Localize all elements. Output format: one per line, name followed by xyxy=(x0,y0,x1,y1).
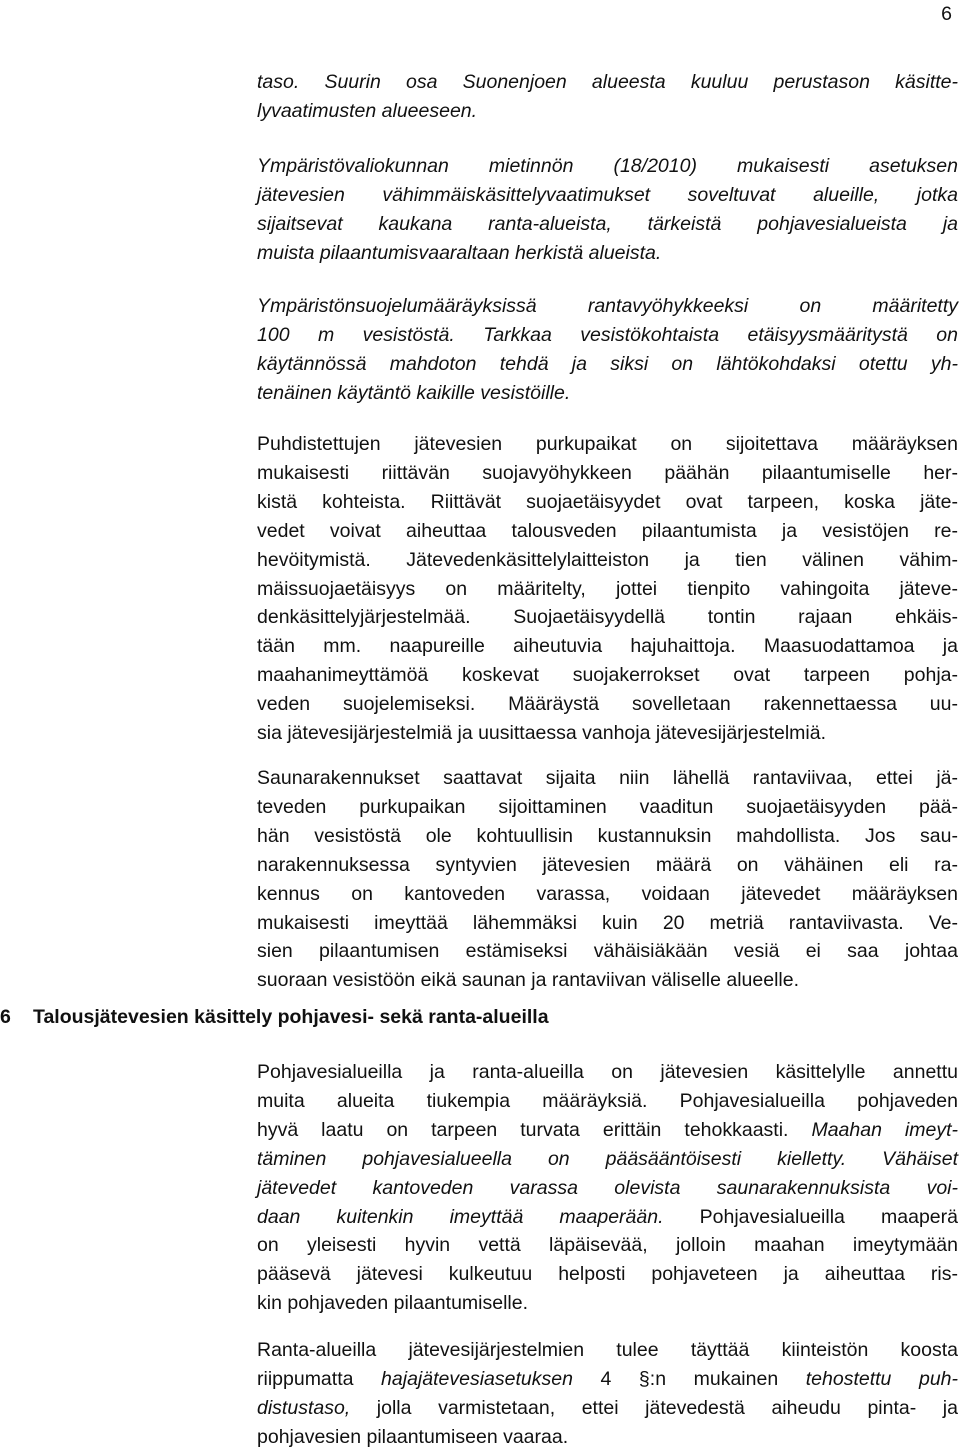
text-line xyxy=(257,603,958,631)
section-number: 6 xyxy=(0,1006,11,1028)
text-segment: teveden purkupaikan sijoittaminen vaaditun suojaetäisyyden pää- xyxy=(257,795,958,818)
text-segment: Pohjavesialueilla maaperä xyxy=(663,1205,958,1228)
text-line xyxy=(257,909,958,937)
text-segment: on yleisesti hyvin vettä läpäisevää, jolloin maahan imeytymään xyxy=(257,1234,958,1257)
text-line xyxy=(257,1087,958,1115)
text-segment: narakennuksessa syntyvien jätevesien määrä on vähäinen eli ra- xyxy=(257,853,958,876)
text-line xyxy=(257,1260,958,1288)
text-segment: distustaso, xyxy=(257,1396,351,1419)
text-segment: Ympäristövaliokunnan mietinnön (18/2010) mukaisesti asetuksen xyxy=(257,155,958,177)
text-line xyxy=(257,575,958,603)
text-segment: tään mm. naapureille aiheutuvia hajuhaittoja. Maasuodattamoa ja xyxy=(257,635,958,658)
text-line xyxy=(257,152,958,180)
text-segment: pohjavesien pilaantumiseen vaaraa. xyxy=(257,1425,569,1448)
text-line xyxy=(257,719,958,747)
text-line xyxy=(257,690,958,718)
text-line xyxy=(257,68,958,96)
text-segment: hän vesistöstä ole kohtuullisin kustannuksin mahdollista. Jos sau- xyxy=(257,824,958,847)
text-line xyxy=(257,1394,958,1422)
text-segment: jätevedet kantoveden varassa olevista saunarakennuksista voi- xyxy=(257,1176,958,1199)
text-line xyxy=(257,488,958,516)
text-segment: jätevesien vähimmäiskäsittelyvaatimukset soveltuvat alueille, jotka xyxy=(257,183,958,206)
text-segment: tehostettu puh- xyxy=(805,1367,958,1390)
text-segment: denkäsittelyjärjestelmää. Suojaetäisyydellä tontin rajaan ehkäis- xyxy=(257,606,958,629)
section-title: Talousjätevesien käsittely pohjavesi- sekä ranta-alueilla xyxy=(33,1006,549,1028)
text-line xyxy=(257,1423,958,1451)
text-line xyxy=(257,292,958,320)
text-line xyxy=(257,1058,958,1086)
text-line xyxy=(257,1336,958,1364)
text-segment: lyvaatimusten alueeseen. xyxy=(257,99,478,122)
text-segment: vedet voivat aiheuttaa talousveden pilaantumista ja vesistöjen re- xyxy=(257,519,958,542)
text-line xyxy=(257,851,958,879)
text-line xyxy=(257,966,958,994)
text-line xyxy=(257,764,958,792)
section-heading xyxy=(0,1003,549,1031)
text-line xyxy=(257,517,958,545)
text-line xyxy=(257,239,958,267)
text-segment: hevöitymistä. Jätevedenkäsittelylaitteiston ja tien välinen vähim- xyxy=(257,548,958,571)
text-segment: riippumatta xyxy=(257,1367,382,1390)
text-segment: tenäinen käytäntö kaikille vesistöille. xyxy=(257,381,571,404)
text-segment: pääsevä jätevesi kulkeutuu helposti pohjaveteen ja aiheuttaa ris- xyxy=(257,1263,958,1286)
text-segment: veden suojelemiseksi. Määräystä sovelletaan rakennettaessa uu- xyxy=(257,693,958,716)
text-line xyxy=(257,1116,958,1144)
text-segment: kennus on kantoveden varassa, voidaan jätevedet määräyksen xyxy=(257,882,958,905)
text-line xyxy=(257,210,958,238)
text-segment: 4 §:n mukainen xyxy=(572,1367,806,1390)
text-segment: täminen pohjavesialueella on pääsääntöisesti kielletty. Vähäiset xyxy=(257,1147,958,1170)
text-line xyxy=(257,97,958,125)
text-line xyxy=(257,1365,958,1393)
text-line xyxy=(257,937,958,965)
text-segment: muita alueita tiukempia määräyksiä. Pohjavesialueilla pohjaveden xyxy=(257,1089,958,1112)
text-segment: mukaisesti riittävän suojavyöhykkeen päähän pilaantumiselle her- xyxy=(257,461,958,484)
text-segment: Maahan imeyt- xyxy=(811,1118,958,1141)
page-number: 6 xyxy=(941,3,952,25)
text-segment: Pohjavesialueilla ja ranta-alueilla on jätevesien käsittelylle annettu xyxy=(257,1061,958,1083)
text-segment: taso. Suurin osa Suonenjoen alueesta kuuluu perustason käsitte- xyxy=(257,71,958,93)
text-segment: mäissuojaetäisyys on määritelty, jottei tienpito vahingoita jäteve- xyxy=(257,577,958,600)
text-segment: daan kuitenkin imeyttää maaperään. xyxy=(257,1205,664,1228)
text-line xyxy=(257,350,958,378)
text-line xyxy=(257,459,958,487)
text-segment: 100 m vesistöstä. Tarkkaa vesistökohtaista etäisyysmääritystä on xyxy=(257,323,958,346)
text-line xyxy=(257,1203,958,1231)
text-line xyxy=(257,379,958,407)
text-segment: Saunarakennukset saattavat sijaita niin lähellä rantaviivaa, ettei jä- xyxy=(257,767,958,789)
text-segment: sien pilaantumisen estämiseksi vähäisiäkään vesiä ei saa johtaa xyxy=(257,940,958,963)
text-line xyxy=(257,661,958,689)
text-segment: hyvä laatu on tarpeen turvata erittäin tehokkaasti. xyxy=(257,1118,812,1141)
text-segment: hajajätevesiasetuksen xyxy=(381,1367,573,1390)
text-line xyxy=(257,1289,958,1317)
text-line xyxy=(257,1174,958,1202)
text-segment: Ympäristönsuojelumääräyksissä rantavyöhykkeeksi on määritetty xyxy=(257,295,958,317)
text-line xyxy=(257,1231,958,1259)
text-line xyxy=(257,793,958,821)
text-segment: suoraan vesistöön eikä saunan ja rantaviivan väliselle alueelle. xyxy=(257,969,800,992)
text-segment: Ranta-alueilla jätevesijärjestelmien tulee täyttää kiinteistön koosta xyxy=(257,1339,958,1361)
text-segment: kistä kohteista. Riittävät suojaetäisyydet ovat tarpeen, koska jäte- xyxy=(257,490,958,513)
text-segment: sijaitsevat kaukana ranta-alueista, tärkeistä pohjavesialueista ja xyxy=(257,212,958,235)
text-line xyxy=(257,546,958,574)
text-segment: maahanimeyttämöä koskevat suojakerrokset ovat tarpeen pohja- xyxy=(257,664,958,687)
text-line xyxy=(257,430,958,458)
text-line xyxy=(257,1145,958,1173)
text-segment: muista pilaantumisvaaraltaan herkistä alueista. xyxy=(257,241,662,264)
text-line xyxy=(257,181,958,209)
text-line xyxy=(257,822,958,850)
text-line xyxy=(257,880,958,908)
text-segment: Puhdistettujen jätevesien purkupaikat on sijoitettava määräyksen xyxy=(257,433,958,455)
text-segment: jolla varmistetaan, ettei jätevedestä aiheudu pinta- ja xyxy=(350,1396,958,1419)
text-segment: mukaisesti imeyttää lähemmäksi kuin 20 metriä rantaviivasta. Ve- xyxy=(257,911,958,934)
text-segment: sia jätevesijärjestelmiä ja uusittaessa vanhoja jätevesijärjestelmiä. xyxy=(257,722,827,744)
text-line xyxy=(257,632,958,660)
text-segment: kin pohjaveden pilaantumiselle. xyxy=(257,1292,529,1315)
text-line xyxy=(257,321,958,349)
text-segment: käytännössä mahdoton tehdä ja siksi on lähtökohdaksi otettu yh- xyxy=(257,352,958,375)
